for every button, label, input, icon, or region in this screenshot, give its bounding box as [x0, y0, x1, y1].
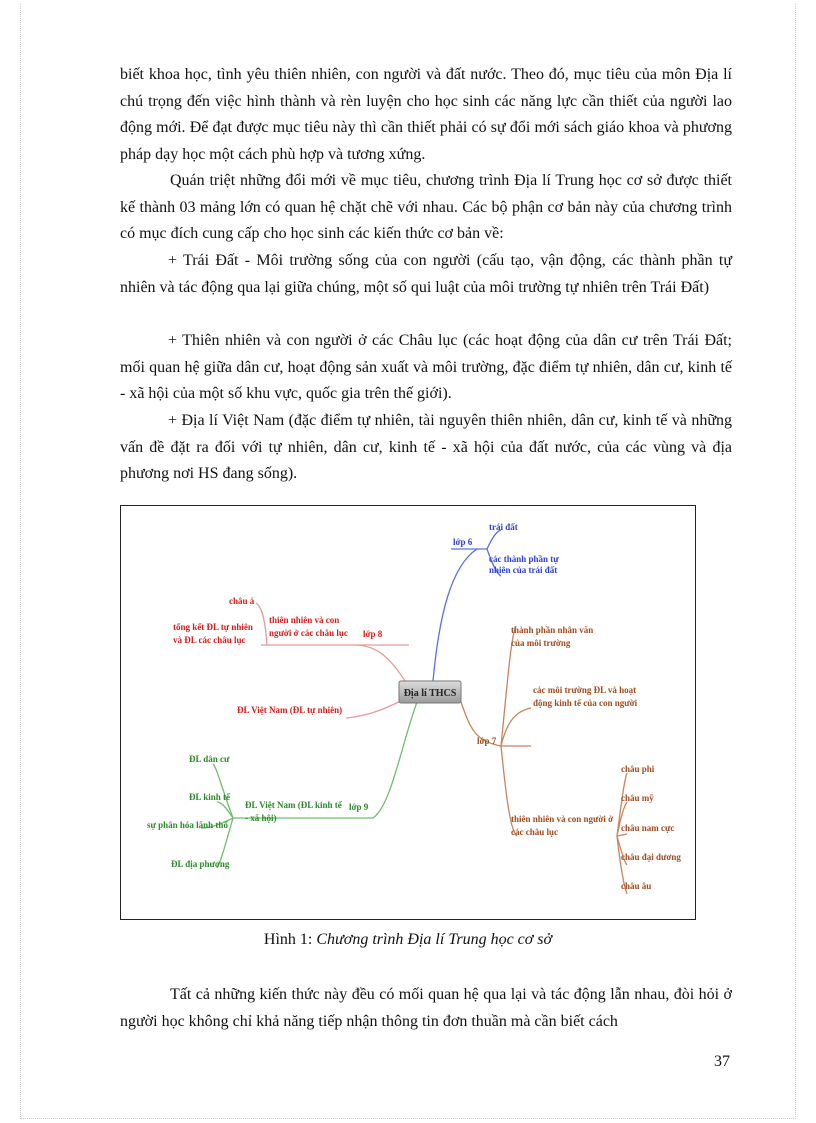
grade7-item1-2: của môi trường — [511, 638, 571, 648]
caption-title: Chương trình Địa lí Trung học cơ sở — [316, 931, 553, 948]
grade9-territory: sự phân hóa lãnh thổ — [147, 820, 228, 830]
center-node — [399, 681, 461, 703]
continent-americas: châu mỹ — [621, 793, 654, 803]
grade8-branch — [173, 596, 383, 715]
continent-oceania: châu đại dương — [621, 852, 681, 862]
grade9-label: lớp 9 — [349, 802, 369, 812]
grade8-asia: châu á — [229, 596, 255, 606]
paragraph-1: biết khoa học, tình yêu thiên nhiên, con người và đất nước. Theo đó, mục tiêu của môn Địa lí chú trọng đến việc hình thành và rèn luyện cho học sinh các năng lực cần thiết của người lao động mới. Để đạt được mục tiêu này thì cần thiết phải có sự đổi mới sách giáo khoa và phương pháp dạy học một cách phù hợp và tương xứng. — [120, 66, 732, 163]
grade9-local: ĐL địa phương — [171, 859, 230, 869]
bullet-earth: + Trái Đất - Môi trường sống của con người (cấu tạo, vận động, các thành phần tự nhiên và tác động qua lại giữa chúng, một số qui luật của môi trường tự nhiên trên Trái Đất) — [120, 252, 732, 296]
continent-africa: châu phi — [621, 764, 655, 774]
grade8-summary-1: tổng kết ĐL tự nhiên — [173, 622, 253, 632]
grade7-item3-2: các châu lục — [511, 827, 558, 837]
paragraph-3: Tất cả những kiến thức này đều có mối quan hệ qua lại và tác động lẫn nhau, đòi hỏi ở người học không chỉ khả năng tiếp nhận thông tin đơn thuần mà cần biết cách — [120, 986, 732, 1030]
mindmap-diagram — [121, 506, 695, 919]
grade7-item2-1: các môi trường ĐL và hoạt — [533, 685, 637, 695]
grade8-label: lớp 8 — [363, 629, 383, 639]
page-number: 37 — [714, 1053, 730, 1070]
center-node-label: Địa lí THCS — [403, 688, 457, 699]
grade9-population: ĐL dân cư — [189, 754, 230, 764]
grade8-vietnam: ĐL Việt Nam (ĐL tự nhiên) — [237, 705, 343, 715]
bullet-vietnam: + Địa lí Việt Nam (đặc điểm tự nhiên, tài nguyên thiên nhiên, dân cư, kinh tế và những vấn đề đặt ra đối với tự nhiên, dân cư, kinh tế - xã hội của đất nước, của các vùng và địa phương nơi HS đang sống). — [120, 412, 732, 482]
grade7-branch — [477, 625, 681, 891]
grade8-sub-label-2: người ở các châu lục — [269, 628, 348, 638]
grade7-item2-2: động kinh tế của con người — [533, 698, 638, 708]
grade8-summary-2: và ĐL các châu lục — [173, 635, 246, 645]
grade6-item-components-2: nhiên của trái đất — [489, 565, 558, 575]
grade9-sub-label-2: - xã hội) — [245, 813, 277, 823]
grade9-sub-label-1: ĐL Việt Nam (ĐL kinh tế — [245, 800, 342, 810]
continent-antarctica: châu nam cực — [621, 823, 675, 833]
grade9-economy: ĐL kinh tế — [189, 792, 231, 802]
figure-caption — [120, 929, 696, 951]
grade6-item-earth: trái đất — [489, 522, 518, 532]
continent-europe: châu âu — [621, 881, 652, 891]
grade7-item3-1: thiên nhiên và con người ở — [511, 814, 614, 824]
bullet-continents: + Thiên nhiên và con người ở các Châu lục (các hoạt động của dân cư trên Trái Đất; mối quan hệ giữa dân cư, hoạt động sản xuất và môi trường, đặc điểm tự nhiên, dân cư, kinh tế - xã hội của một số khu vực, quốc gia trên thế giới). — [120, 332, 732, 402]
caption-label: Hình 1: — [263, 931, 317, 948]
grade7-label: lớp 7 — [477, 736, 497, 746]
grade9-branch — [147, 754, 369, 869]
grade6-item-components-1: các thành phần tự — [489, 554, 559, 564]
grade7-item1-1: thành phần nhân văn — [511, 625, 594, 635]
grade8-sub-label-1: thiên nhiên và con — [269, 615, 340, 625]
mindmap-figure — [120, 505, 696, 920]
paragraph-2: Quán triệt những đổi mới về mục tiêu, chương trình Địa lí Trung học cơ sở được thiết kế thành 03 mảng lớn có quan hệ chặt chẽ với nhau. Các bộ phận cơ bản này của chương trình có mục đích cung cấp cho học sinh các kiến thức cơ bản về: — [120, 172, 732, 242]
grade6-label: lớp 6 — [453, 537, 473, 547]
